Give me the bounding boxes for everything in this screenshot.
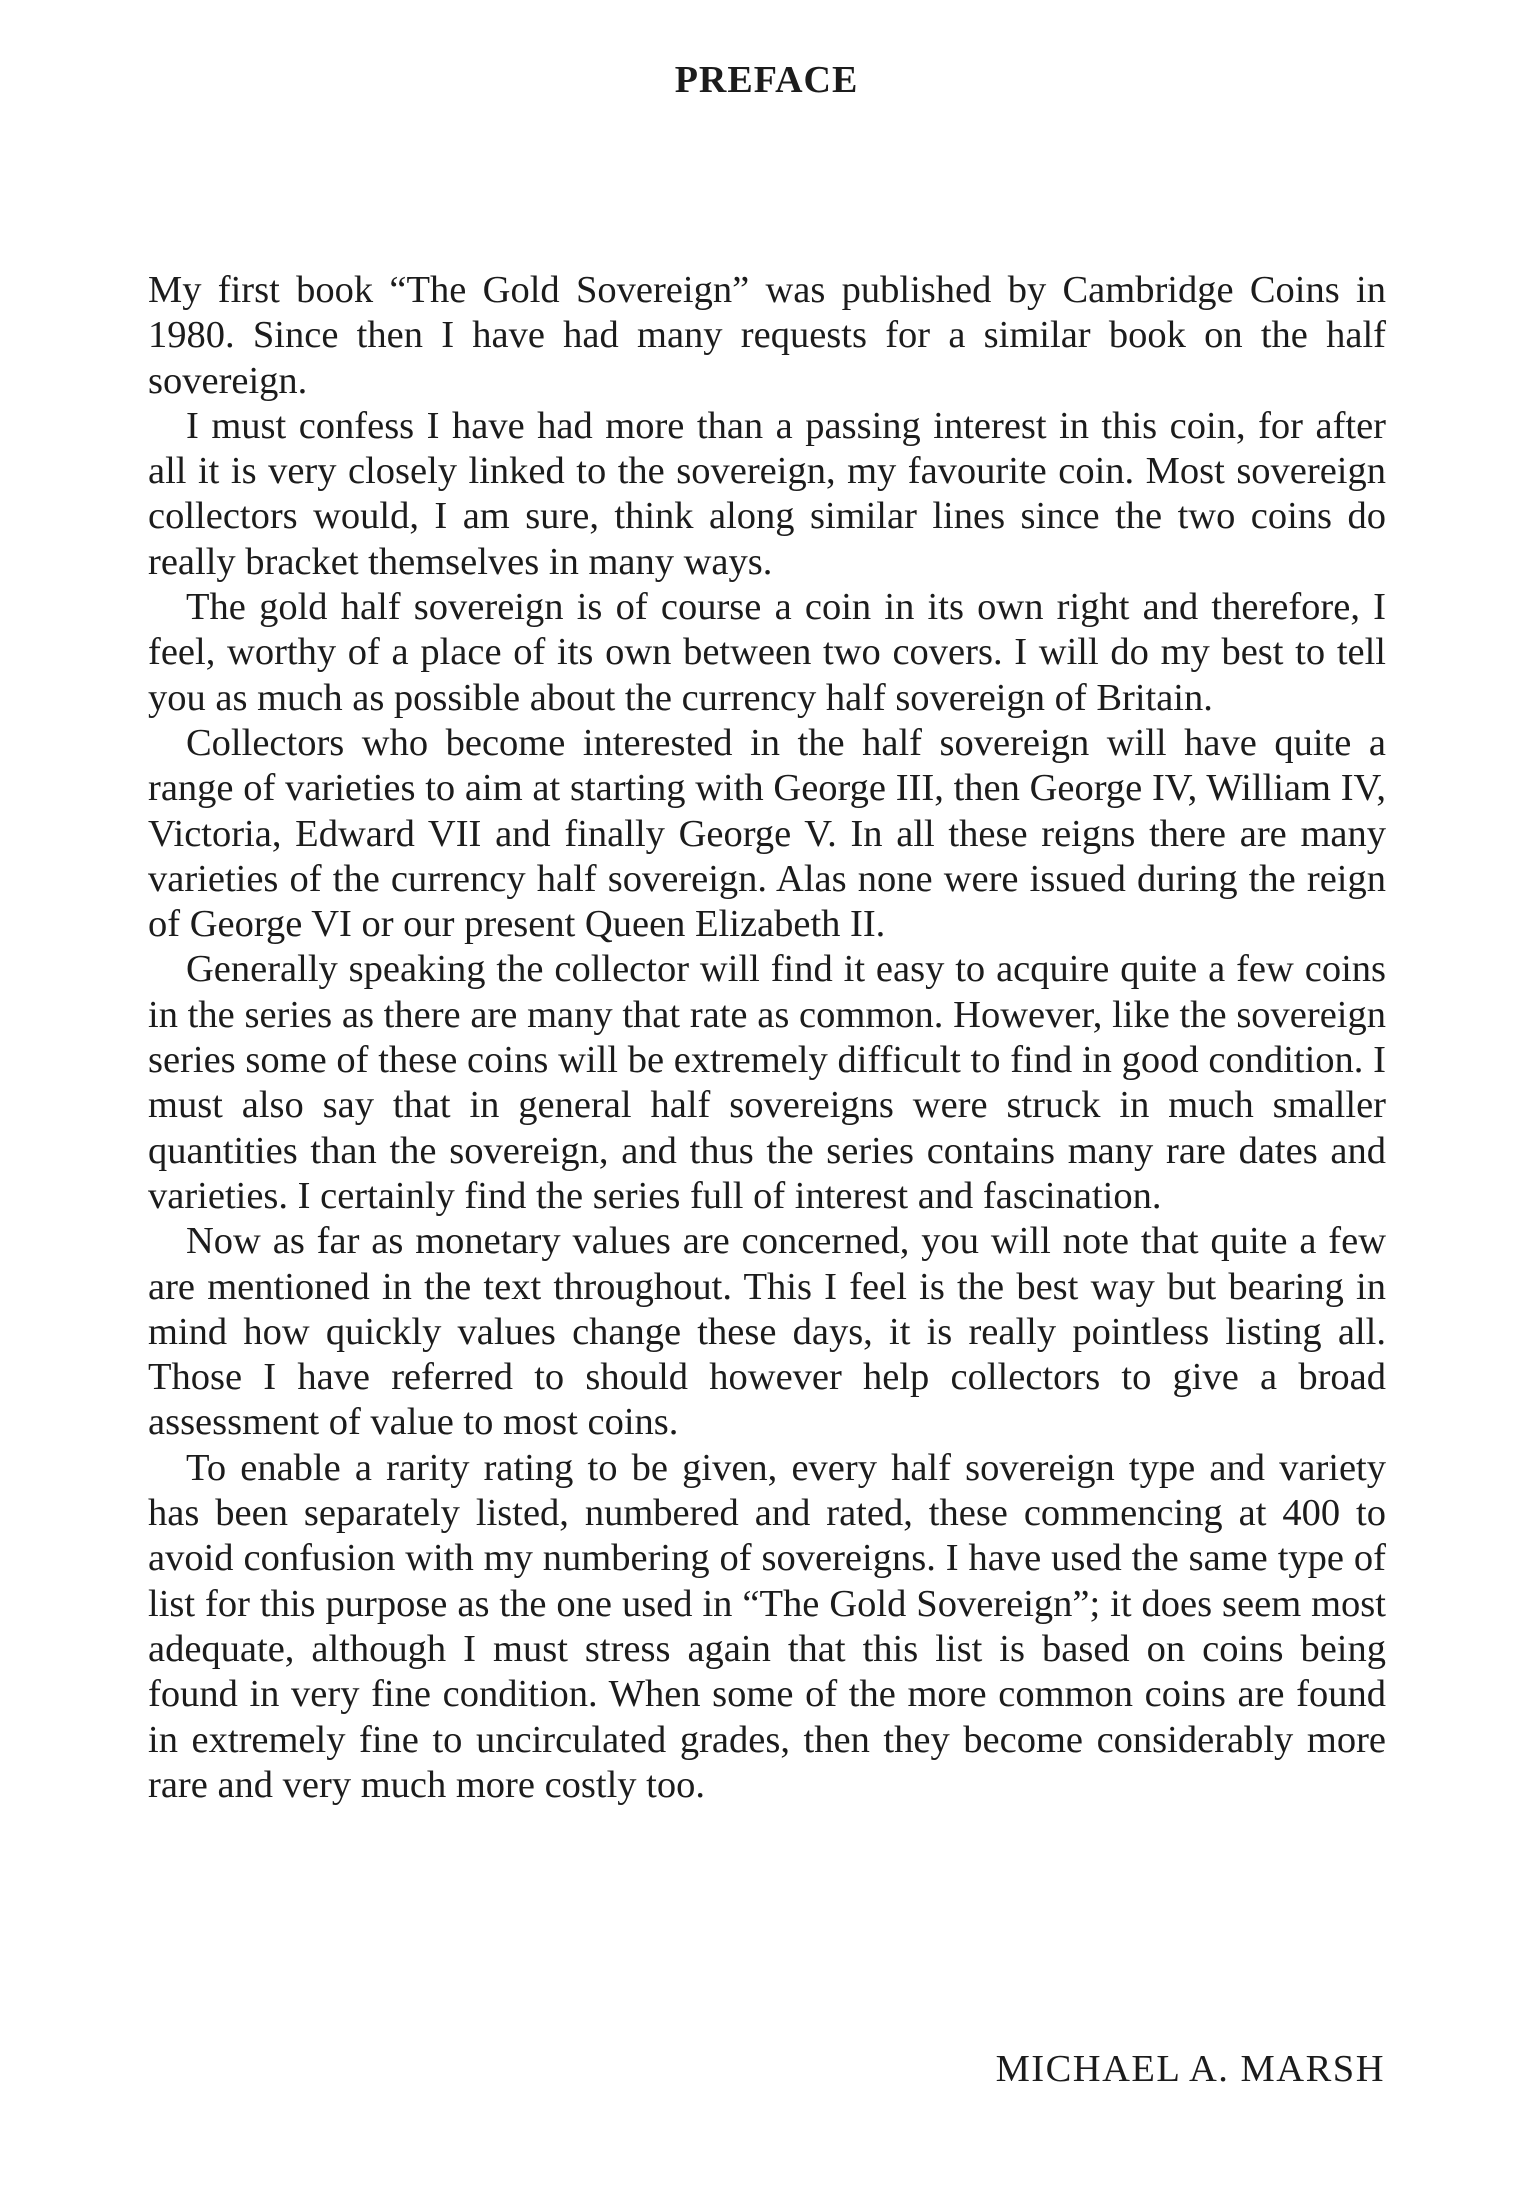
paragraph-4: Collectors who become interested in the half sovereign will have quite a range of varieties to aim at starting with George III, then George IV, William IV, Victoria, Edward VII and finally George V. In all these reigns there are many varieties of the currency half sovereign. Alas none were issued during the reign of George VI or our present Queen Elizabeth II. [148,721,1386,946]
paragraph-3: The gold half sovereign is of course a coin in its own right and therefore, I feel, worthy of a place of its own between two covers. I will do my best to tell you as much as possible about the currency half sovereign of Britain. [148,586,1386,719]
paragraph-1: My first book “The Gold Sovereign” was published by Cambridge Coins in 1980. Since then I have had many requests for a similar book on the half sovereign. [148,269,1386,402]
paragraph-5: Generally speaking the collector will find it easy to acquire quite a few coins in the series as there are many that rate as common. However, like the sovereign series some of these coins will be extremely difficult to find in good condition. I must also say that in general half sovereigns were struck in much smaller quantities than the sovereign, and thus the series contains many rare dates and varieties. I certainly find the series full of interest and fascination. [148,948,1386,1217]
paragraph-6: Now as far as monetary values are concerned, you will note that quite a few are mentioned in the text throughout. This I feel is the best way but bearing in mind how quickly values change these days, it is really pointless listing all. Those I have referred to should however help collectors to give a broad assessment of value to most coins. [148,1220,1386,1444]
paragraph-2: I must confess I have had more than a passing interest in this coin, for after all it is very closely linked to the sovereign, my favourite coin. Most sovereign collectors would, I am sure, think along similar lines since the two coins do really bracket themselves in many ways. [148,404,1386,583]
paragraph-7: To enable a rarity rating to be given, every half sovereign type and variety has been separately listed, numbered and rated, these commencing at 400 to avoid confusion with my numbering of sovereigns. I have used the same type of list for this purpose as the one used in “The Gold Sovereign”; it does seem most adequate, although I must stress again that this list is based on coins being found in very fine condition. When some of the more common coins are found in extremely fine to uncirculated grades, then they become considerably more rare and very much more costly too. [148,1446,1386,1806]
page-title: PREFACE [674,59,859,101]
author-signature: MICHAEL A. MARSH [995,2048,1385,2090]
preface-body [148,268,1386,1808]
